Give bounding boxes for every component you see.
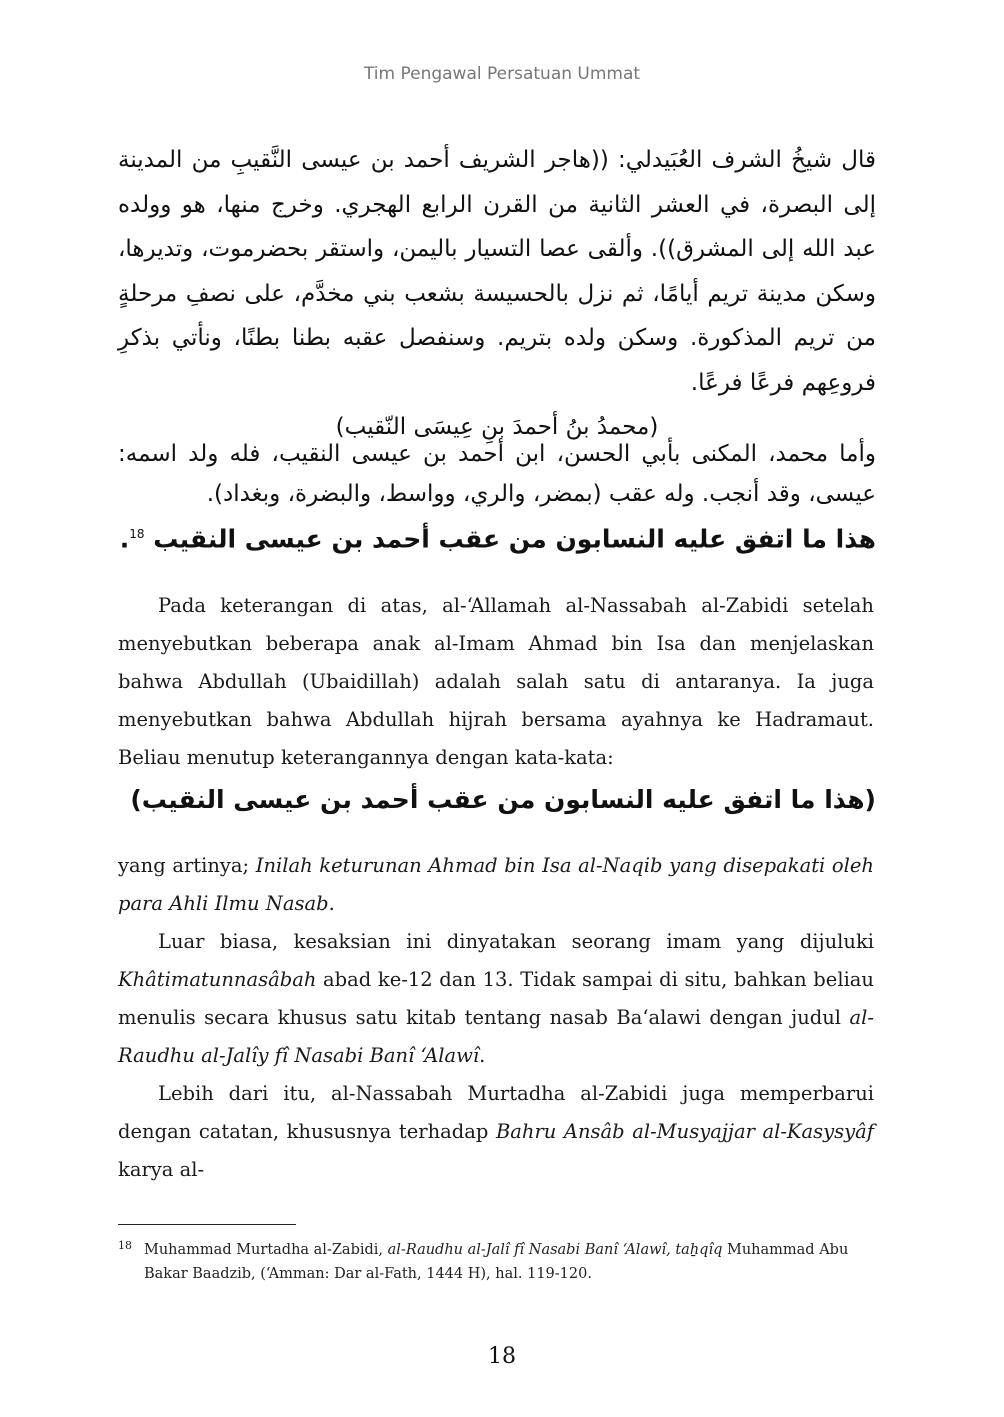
- para3-italic2: al-Raudhu al-Jalîy fî Nasabi Banî ‘Alawî: [118, 1006, 874, 1067]
- para3-italic1: Khâtimatunnasâbah: [118, 968, 317, 991]
- running-header: Tim Pengawal Persatuan Ummat: [363, 64, 641, 84]
- arabic-quote-paragraph: قال شيخُ الشرف العُبَيدلي: ((هاجر الشريف أحمد بن عيسى النَّقيبِ من المدينة إلى البصرة، في العشر الثانية من القرن الرابع الهجري. وخرج منها، هو وولده عبد الله إلى المشرق)). وألقى عصا التسيار باليمن، واستقر بحضرموت، وتديرها، وسكن مدينة تريم أيامًا، ثم نزل بالحسيسة بشعب بني مخدَّم، على نصفِ مرحلةٍ من تريم المذكورة. وسكن ولده بتريم. وسنفصل عقبه بطنا بطنًا، ونأتي بذكرِ فروعِهم فرعًا فرعًا.: [118, 147, 876, 396]
- para4-italic: Bahru Ansâb al-Musyajjar al-Kasysyâf: [495, 1120, 874, 1143]
- para3-a: Luar biasa, kesaksian ini dinyatakan seorang imam yang dijuluki: [158, 930, 874, 953]
- paragraph-2: [118, 847, 874, 923]
- arabic-quote-2: (هذا ما اتفق عليه النسابون من عقب أحمد بن عيسى النقيب): [130, 785, 876, 814]
- footnote-text: [144, 1238, 876, 1286]
- para2-italic: Inilah keturunan Ahmad bin Isa al-Naqib yang disepakati oleh para Ahli Ilmu Nasab: [118, 854, 874, 915]
- arabic-quote-heading: (محمدُ بنُ أحمدَ بنِ عِيسَى النّقيب): [335, 414, 659, 440]
- para3-b: abad ke-12 dan 13. Tidak sampai di situ, bahkan beliau menulis secara khusus satu kitab tentang nasab Ba‘alawi dengan judul: [118, 968, 874, 1029]
- arabic-bold-line: [118, 514, 876, 559]
- para2-end: .: [328, 892, 335, 915]
- arabic-bold-period: .: [119, 524, 130, 554]
- para4-a: Lebih dari itu, al-Nassabah Murtadha al-Zabidi juga memperbarui dengan catatan, khususnya terhadap: [118, 1082, 874, 1143]
- arabic-quote-block-2: [118, 434, 876, 559]
- arabic-bold-text: هذا ما اتفق عليه النسابون من عقب أحمد بن عيسى النقيب: [153, 524, 876, 554]
- footnote-italic: al-Raudhu al-Jalî fî Nasabi Banî ‘Alawî, taẖqîq: [387, 1242, 723, 1258]
- page-number: 18: [488, 1344, 516, 1369]
- para4-b: karya al-: [118, 1158, 205, 1181]
- footnote-text-b: Muhammad Abu Bakar Baadzib, (‘Amman: Dar al-Fath, 1444 H), hal. 119-120.: [144, 1242, 849, 1282]
- body-paragraphs: [118, 847, 874, 1189]
- para2-prefix: yang artinya;: [118, 854, 256, 877]
- paragraph-text: Pada keterangan di atas, al-‘Allamah al-Nassabah al-Zabidi setelah menyebutkan beberapa anak al-Imam Ahmad bin Isa dan menjelaskan bahwa Abdullah (Ubaidillah) adalah salah satu di antaranya. Ia juga menyebutkan bahwa Abdullah hijrah bersama ayahnya ke Hadramaut. Beliau menutup keterangannya dengan kata-kata:: [118, 594, 874, 769]
- body-paragraph-1: [118, 587, 874, 777]
- footnote-ref-marker: 18: [129, 527, 145, 541]
- footnote-text-a: Muhammad Murtadha al-Zabidi,: [144, 1242, 388, 1258]
- para3-end: .: [479, 1044, 486, 1067]
- arabic-quote-paragraph-2: وأما محمد، المكنى بأبي الحسن، ابن أحمد بن عيسى النقيب، فله ولد اسمه: عيسى، وقد أنجب. وله عقب (بمضر، والري، وواسط، والبضرة، وبغداد).: [118, 441, 876, 507]
- arabic-quote-block: [118, 138, 876, 450]
- paragraph-3: [118, 923, 874, 1075]
- footnote-number: 18: [118, 1239, 132, 1252]
- footnote: [118, 1238, 876, 1286]
- footnote-divider: [118, 1224, 296, 1225]
- paragraph-4: [118, 1075, 874, 1189]
